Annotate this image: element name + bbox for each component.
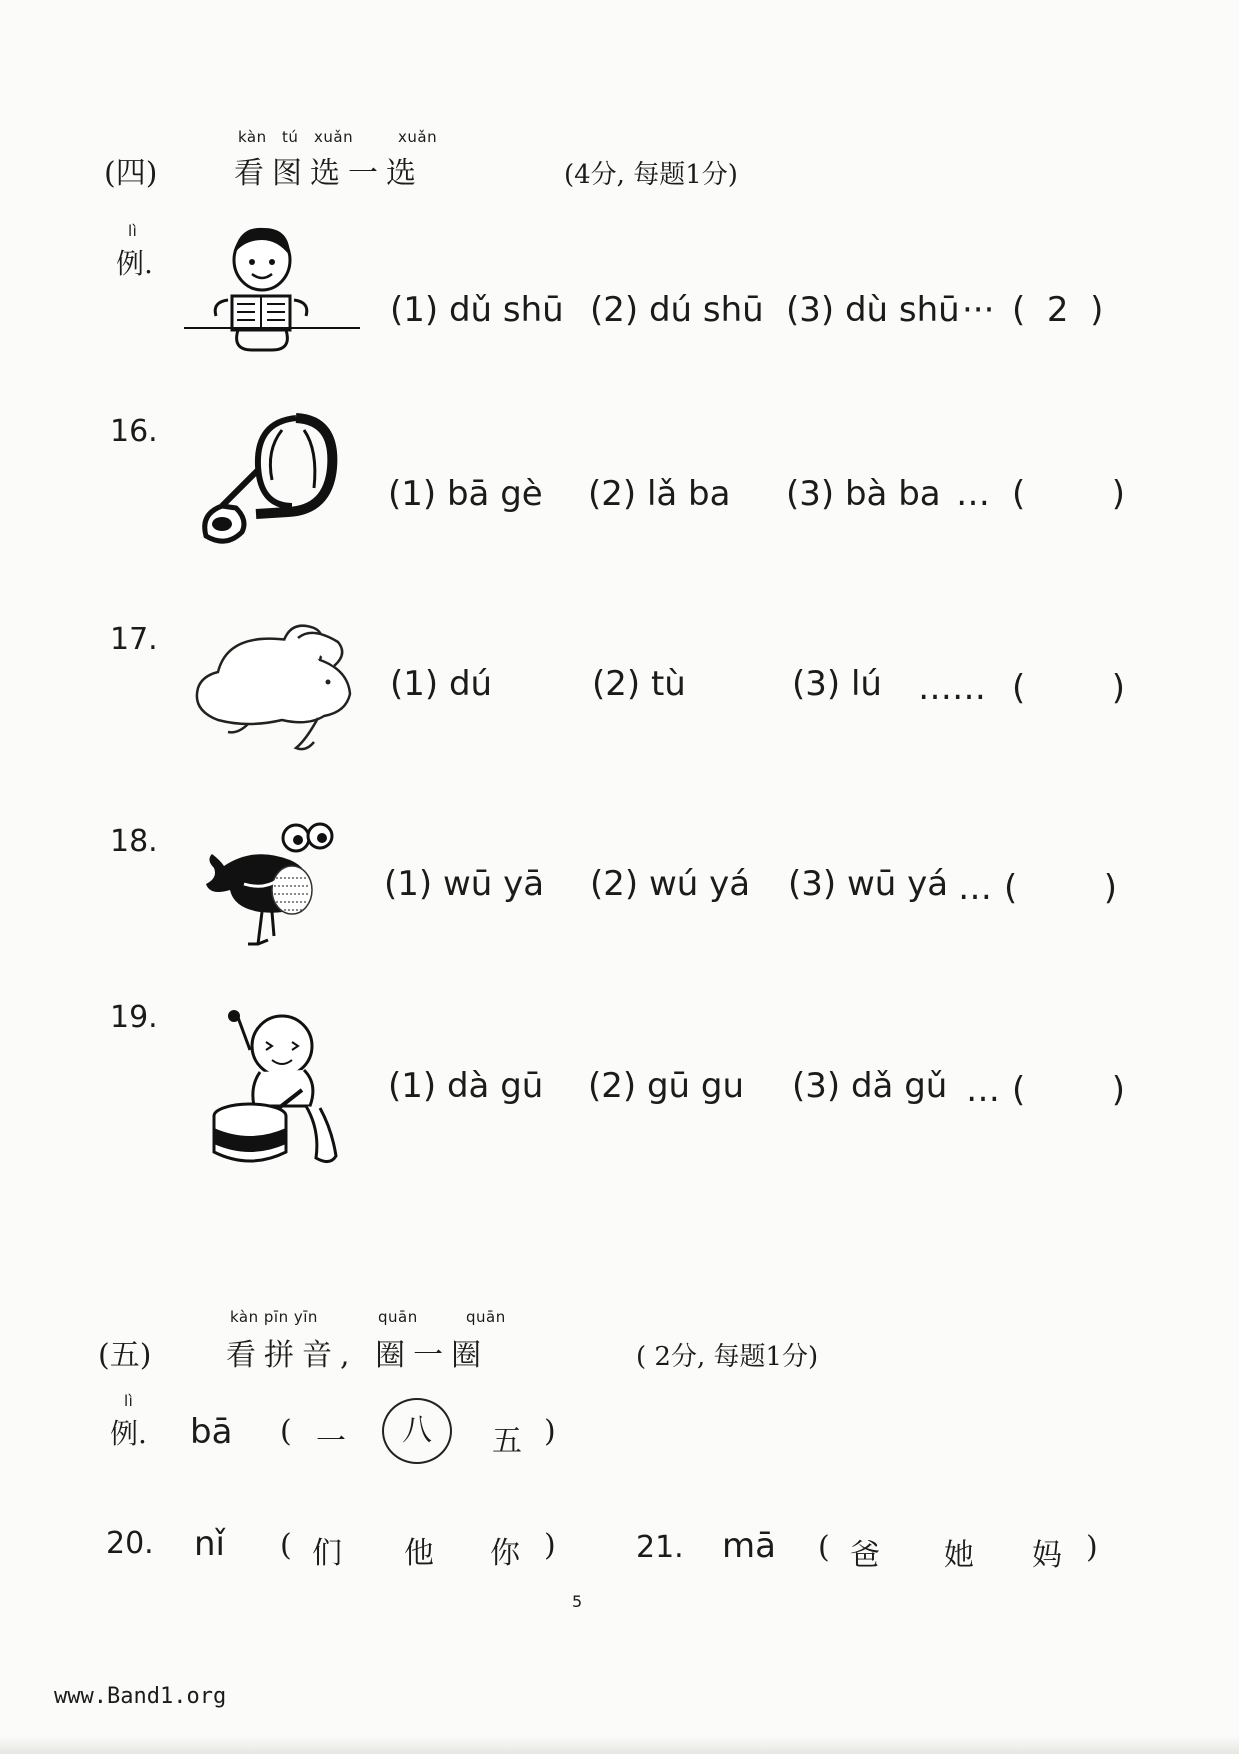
- question-21-choice-3[interactable]: 妈: [1032, 1538, 1062, 1573]
- pinyin-xuan-2: xuǎn: [398, 128, 438, 146]
- example2-choice-1: 一: [316, 1424, 346, 1459]
- footer-url[interactable]: www.Band1.org: [54, 1684, 227, 1709]
- pinyin-quan-2: quān: [466, 1308, 506, 1326]
- question-16-number: 16.: [110, 414, 158, 449]
- question-16-option-3[interactable]: (3) bà ba: [786, 474, 941, 514]
- boy-reading-icon: [182, 224, 362, 360]
- question-19-answer-blank[interactable]: ( ): [1012, 1070, 1125, 1110]
- question-16-dots: …: [956, 474, 990, 514]
- question-16-answer-blank[interactable]: ( ): [1012, 474, 1125, 514]
- example1-dots: ···: [962, 290, 995, 330]
- question-20-choice-2[interactable]: 他: [404, 1536, 434, 1571]
- question-18-option-2[interactable]: (2) wú yá: [590, 864, 751, 904]
- example1-option-2: (2) dú shū: [590, 290, 764, 330]
- question-19-dots: …: [966, 1070, 1000, 1110]
- example2-close-paren: ): [544, 1414, 556, 1449]
- question-19-option-2[interactable]: (2) gū gu: [588, 1066, 745, 1106]
- question-17-answer-blank[interactable]: ( ): [1012, 668, 1125, 708]
- question-17-option-2[interactable]: (2) tù: [592, 664, 686, 704]
- page-number: 5: [572, 1592, 583, 1611]
- example1-option-1: (1) dǔ shū: [390, 290, 564, 330]
- question-19-option-1[interactable]: (1) dà gū: [388, 1066, 544, 1106]
- page-bottom-edge: [0, 1736, 1239, 1754]
- section4-title: 看图选一选: [234, 156, 424, 191]
- pinyin-tu: tú: [282, 128, 299, 146]
- example1-option-3: (3) dù shū: [786, 290, 960, 330]
- example2-pinyin: lì: [124, 1392, 134, 1410]
- question-19-number: 19.: [110, 1000, 158, 1035]
- question-21-choice-2[interactable]: 她: [944, 1538, 974, 1573]
- question-18-option-1[interactable]: (1) wū yā: [384, 864, 545, 904]
- example2-syllable: bā: [190, 1412, 233, 1452]
- question-18-number: 18.: [110, 824, 158, 859]
- example2-choice-2-circled: [382, 1398, 452, 1464]
- pinyin-quan-1: quān: [378, 1308, 418, 1326]
- question-16-option-2[interactable]: (2) lǎ ba: [588, 474, 731, 514]
- question-20-number: 20.: [106, 1526, 154, 1561]
- question-21-open-paren: (: [818, 1530, 830, 1565]
- example2-label: 例.: [110, 1417, 147, 1450]
- example2-open-paren: (: [280, 1414, 292, 1449]
- question-16-option-1[interactable]: (1) bā gè: [388, 474, 543, 514]
- question-21-close-paren: ): [1086, 1530, 1098, 1565]
- question-18-dots: …: [958, 868, 992, 908]
- example1-label: 例.: [116, 247, 153, 280]
- question-17-number: 17.: [110, 622, 158, 657]
- question-17-option-3[interactable]: (3) lú: [792, 664, 882, 704]
- pinyin-xuan-1: xuǎn: [314, 128, 354, 146]
- section4-number: (四): [104, 156, 158, 191]
- question-17-option-1[interactable]: (1) dú: [390, 664, 493, 704]
- pinyin-kan: kàn: [238, 128, 267, 146]
- question-21-number: 21.: [636, 1530, 684, 1565]
- question-20-choice-1[interactable]: 们: [312, 1536, 342, 1571]
- question-19-option-3[interactable]: (3) dǎ gǔ: [792, 1066, 948, 1106]
- question-21-syllable: mā: [722, 1526, 776, 1566]
- pinyin-kan-pin-yin: kàn pīn yīn: [230, 1308, 318, 1326]
- section5-title: 看拼音, 圈一圈: [226, 1338, 490, 1373]
- drummer-boy-icon: [210, 1010, 350, 1170]
- section4-points: (4分, 每题1分): [564, 160, 738, 190]
- example2-choice-3: 五: [492, 1424, 522, 1459]
- rabbit-icon: [188, 620, 358, 756]
- question-20-syllable: nǐ: [194, 1524, 225, 1564]
- question-18-answer-blank[interactable]: ( ): [1004, 868, 1117, 908]
- circled-answer: 八: [382, 1398, 452, 1464]
- question-20-choice-3[interactable]: 你: [490, 1536, 520, 1571]
- example1-answer: ( 2 ): [1012, 290, 1104, 330]
- section5-number: (五): [98, 1338, 152, 1373]
- question-21-choice-1[interactable]: 爸: [850, 1538, 880, 1573]
- trumpet-icon: [196, 410, 346, 552]
- question-18-option-3[interactable]: (3) wū yá: [788, 864, 949, 904]
- question-17-dots: ……: [918, 668, 986, 708]
- example1-pinyin: lì: [128, 222, 138, 240]
- crow-icon: [204, 820, 344, 952]
- question-20-close-paren: ): [544, 1528, 556, 1563]
- question-20-open-paren: (: [280, 1528, 292, 1563]
- section5-points: ( 2分, 每题1分): [636, 1342, 819, 1372]
